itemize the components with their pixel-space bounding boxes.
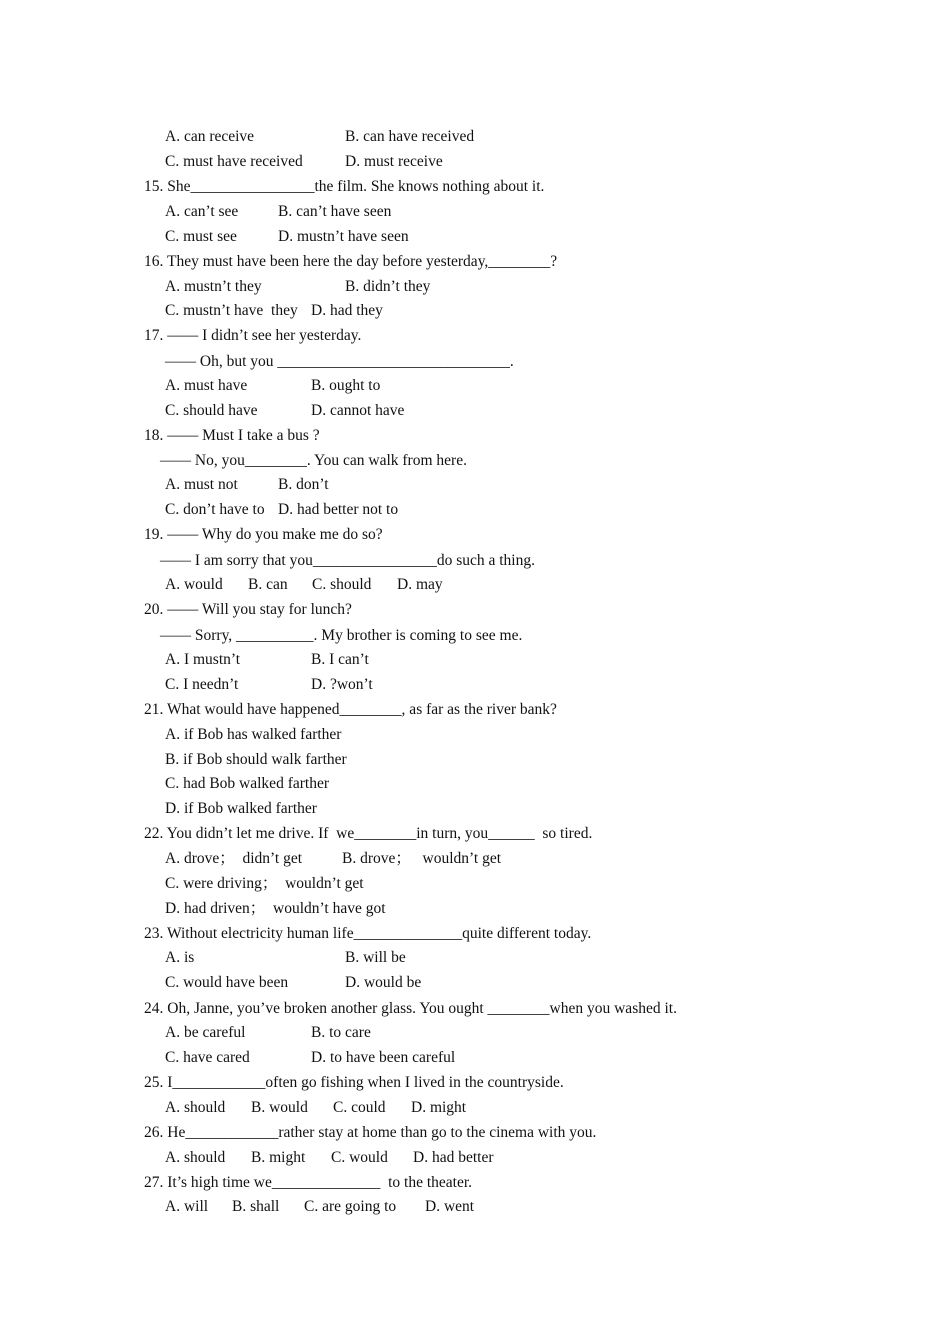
- q25-option-b: B. would: [251, 1099, 308, 1116]
- q14-option-b: B. can have received: [345, 128, 475, 145]
- q18-option-b: B. don’t: [278, 476, 329, 493]
- q26-option-c: C. would: [331, 1149, 388, 1166]
- q27-option-a: A. will: [165, 1198, 209, 1215]
- q21-option-c: C. had Bob walked farther: [165, 775, 329, 792]
- q18-option-a: A. must not: [165, 476, 238, 493]
- q19-stem-text-2: —— I am sorry that you________________do such a thing.: [160, 552, 535, 569]
- q19-option-b: B. can: [248, 576, 288, 593]
- q17-option-b: B. ought to: [311, 377, 381, 394]
- q27-stem-text: 27. It’s high time we______________ to the theater.: [144, 1174, 473, 1191]
- q23-option-a: A. is: [165, 949, 195, 966]
- q15-option-d: D. mustn’t have seen: [278, 228, 409, 245]
- q21-option-b: B. if Bob should walk farther: [165, 751, 347, 768]
- q22-option-b: B. drove； wouldn’t get: [342, 850, 502, 867]
- q24-option-a: A. be careful: [165, 1024, 246, 1041]
- q23-option-b: B. will be: [345, 949, 406, 966]
- q16-stem-text: 16. They must have been here the day before yesterday,________?: [144, 253, 558, 270]
- q17-option-c: C. should have: [165, 402, 258, 419]
- q15-option-b: B. can’t have seen: [278, 203, 392, 220]
- q25-stem-text: 25. I____________often go fishing when I lived in the countryside.: [144, 1074, 564, 1091]
- q14-option-a: A. can receive: [165, 128, 255, 145]
- q14-option-d: D. must receive: [345, 153, 443, 170]
- q24-option-d: D. to have been careful: [311, 1049, 456, 1066]
- q20-stem-text-2: —— Sorry, __________. My brother is coming to see me.: [160, 627, 523, 644]
- q27-option-b: B. shall: [232, 1198, 280, 1215]
- q19-option-c: C. should: [312, 576, 372, 593]
- q22-stem-text: 22. You didn’t let me drive. If we________in turn, you______ so tired.: [144, 825, 593, 842]
- q19-option-a: A. would: [165, 576, 223, 593]
- q23-option-c: C. would have been: [165, 974, 289, 991]
- q27-options-row: [0, 1197, 475, 1317]
- q14-option-c: C. must have received: [165, 153, 303, 170]
- q26-stem-text: 26. He____________rather stay at home than go to the cinema with you.: [144, 1124, 597, 1141]
- q15-stem-text: 15. She________________the film. She knows nothing about it.: [144, 178, 545, 195]
- q19-stem-text-1: 19. —— Why do you make me do so?: [144, 526, 383, 543]
- q18-option-d: D. had better not to: [278, 501, 399, 518]
- q18-option-c: C. don’t have to: [165, 501, 265, 518]
- q16-option-c: C. mustn’t have they: [165, 302, 298, 319]
- q20-option-c: C. I needn’t: [165, 676, 239, 693]
- q15-option-a: A. can’t see: [165, 203, 239, 220]
- q22-option-d: D. had driven； wouldn’t have got: [165, 900, 386, 917]
- q25-option-d: D. might: [411, 1099, 467, 1116]
- q20-option-b: B. I can’t: [311, 651, 369, 668]
- q18-stem-text-2: —— No, you________. You can walk from here.: [160, 452, 467, 469]
- q20-option-d: D. ?won’t: [311, 676, 373, 693]
- q17-stem-text-1: 17. —— I didn’t see her yesterday.: [144, 327, 362, 344]
- q20-option-a: A. I mustn’t: [165, 651, 241, 668]
- q21-option-a: A. if Bob has walked farther: [165, 726, 342, 743]
- q17-option-d: D. cannot have: [311, 402, 405, 419]
- q26-option-b: B. might: [251, 1149, 306, 1166]
- q25-option-c: C. could: [333, 1099, 386, 1116]
- q15-option-c: C. must see: [165, 228, 237, 245]
- q27-option-d: D. went: [425, 1198, 475, 1215]
- q26-option-d: D. had better: [413, 1149, 494, 1166]
- q24-option-b: B. to care: [311, 1024, 371, 1041]
- q20-stem-text-1: 20. —— Will you stay for lunch?: [144, 601, 352, 618]
- q26-option-a: A. should: [165, 1149, 226, 1166]
- q19-option-d: D. may: [397, 576, 443, 593]
- q27-option-c: C. are going to: [304, 1198, 397, 1215]
- q16-option-a: A. mustn’t they: [165, 278, 262, 295]
- q22-option-a: A. drove； didn’t get: [165, 850, 303, 867]
- q21-stem-text: 21. What would have happened________, as far as the river bank?: [144, 701, 557, 718]
- q17-stem-text-2: —— Oh, but you ______________________________.: [165, 353, 514, 370]
- q18-stem-text-1: 18. —— Must I take a bus ?: [144, 427, 320, 444]
- q21-option-d: D. if Bob walked farther: [165, 800, 317, 817]
- q25-option-a: A. should: [165, 1099, 226, 1116]
- q24-stem-text: 24. Oh, Janne, you’ve broken another glass. You ought ________when you washed it.: [144, 1000, 677, 1017]
- q16-option-d: D. had they: [311, 302, 383, 319]
- q23-stem-text: 23. Without electricity human life______________quite different today.: [144, 925, 592, 942]
- q23-option-d: D. would be: [345, 974, 422, 991]
- q22-option-c: C. were driving； wouldn’t get: [165, 875, 364, 892]
- q24-option-c: C. have cared: [165, 1049, 250, 1066]
- q17-option-a: A. must have: [165, 377, 248, 394]
- q16-option-b: B. didn’t they: [345, 278, 431, 295]
